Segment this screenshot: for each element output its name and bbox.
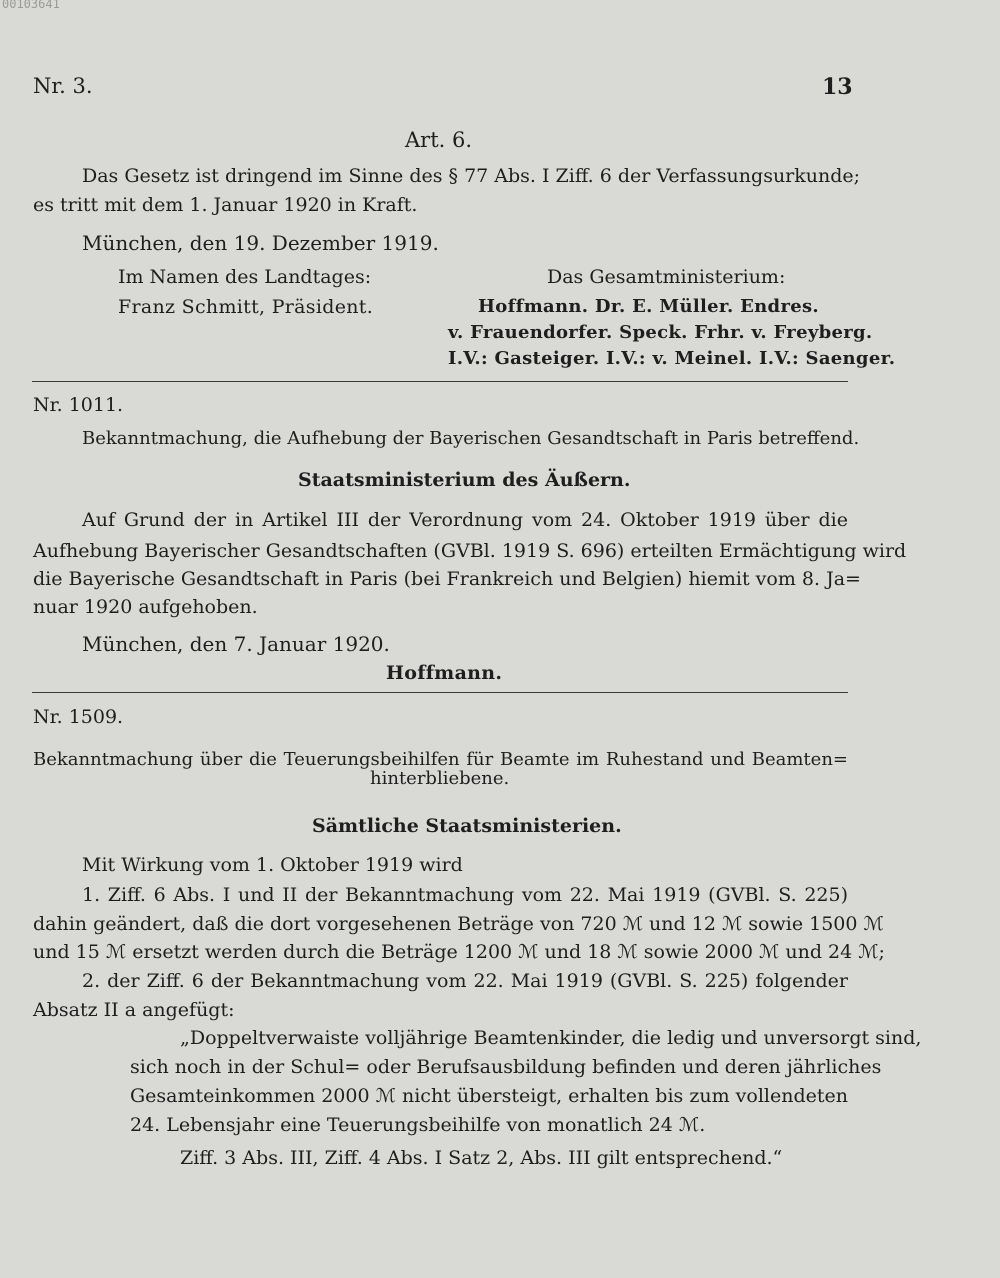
page-number: 13: [822, 74, 853, 100]
announcement-title: Bekanntmachung über die Teuerungsbeihilfen für Beamte im Ruhestand und Beamten=: [33, 749, 848, 770]
article-line: Das Gesetz ist dringend im Sinne des § 77 Abs. I Ziff. 6 der Verfassungsurkunde;: [82, 165, 861, 187]
article-line: es tritt mit dem 1. Januar 1920 in Kraft.: [33, 194, 418, 216]
announcement-title: hinterbliebene.: [370, 768, 510, 789]
ministry-title: Das Gesamtministerium:: [547, 266, 786, 288]
landtag-signature: Franz Schmitt, Präsident.: [118, 296, 374, 318]
scan-id: 00103641: [2, 0, 60, 11]
landtag-title: Im Namen des Landtages:: [118, 266, 372, 288]
minister-signatures: Hoffmann. Dr. E. Müller. Endres.: [478, 296, 819, 317]
ministry-heading: Staatsministerium des Äußern.: [298, 469, 631, 491]
body-line: 1. Ziff. 6 Abs. I und II der Bekanntmachung vom 22. Mai 1919 (GVBl. S. 225): [82, 884, 848, 906]
quote-line: Gesamteinkommen 2000 ℳ nicht übersteigt, erhalten bis zum vollendeten: [130, 1085, 848, 1107]
quote-line: sich noch in der Schul= oder Berufsausbildung befinden und deren jährliches: [130, 1056, 882, 1078]
body-line: Auf Grund der in Artikel III der Verordnung vom 24. Oktober 1919 über die: [82, 509, 848, 531]
body-line: Mit Wirkung vom 1. Oktober 1919 wird: [82, 854, 463, 876]
signature: Hoffmann.: [386, 662, 503, 684]
quote-line: „Doppeltverwaiste volljährige Beamtenkinder, die ledig und unversorgt sind,: [180, 1027, 922, 1049]
body-line: und 15 ℳ ersetzt werden durch die Beträge 1200 ℳ und 18 ℳ sowie 2000 ℳ und 24 ℳ;: [33, 941, 885, 963]
body-line: nuar 1920 aufgehoben.: [33, 596, 258, 618]
section-divider: [32, 381, 848, 382]
article-heading: Art. 6.: [405, 128, 473, 152]
quote-line: Ziff. 3 Abs. III, Ziff. 4 Abs. I Satz 2, Abs. III gilt entsprechend.“: [180, 1147, 783, 1169]
issue-number: Nr. 3.: [33, 74, 93, 98]
minister-signatures: I.V.: Gasteiger. I.V.: v. Meinel. I.V.: Saenger.: [448, 348, 896, 369]
ministry-heading: Sämtliche Staatsministerien.: [312, 815, 622, 837]
quote-line: 24. Lebensjahr eine Teuerungsbeihilfe von monatlich 24 ℳ.: [130, 1114, 706, 1136]
body-line: 2. der Ziff. 6 der Bekanntmachung vom 22. Mai 1919 (GVBl. S. 225) folgender: [82, 970, 848, 992]
body-line: die Bayerische Gesandtschaft in Paris (bei Frankreich und Belgien) hiemit vom 8. Ja=: [33, 568, 861, 590]
announcement-title: Bekanntmachung, die Aufhebung der Bayerischen Gesandtschaft in Paris betreffend.: [82, 428, 860, 449]
body-line: Aufhebung Bayerischer Gesandtschaften (GVBl. 1919 S. 696) erteilten Ermächtigung wird: [33, 540, 907, 562]
section-divider: [32, 692, 848, 693]
body-line: dahin geändert, daß die dort vorgesehenen Beträge von 720 ℳ und 12 ℳ sowie 1500 ℳ: [33, 913, 884, 935]
announcement-number: Nr. 1011.: [33, 394, 124, 416]
place-date: München, den 7. Januar 1920.: [82, 632, 390, 656]
minister-signatures: v. Frauendorfer. Speck. Frhr. v. Freyberg.: [448, 322, 873, 343]
announcement-number: Nr. 1509.: [33, 706, 124, 728]
body-line: Absatz II a angefügt:: [33, 999, 235, 1021]
place-date: München, den 19. Dezember 1919.: [82, 231, 439, 255]
